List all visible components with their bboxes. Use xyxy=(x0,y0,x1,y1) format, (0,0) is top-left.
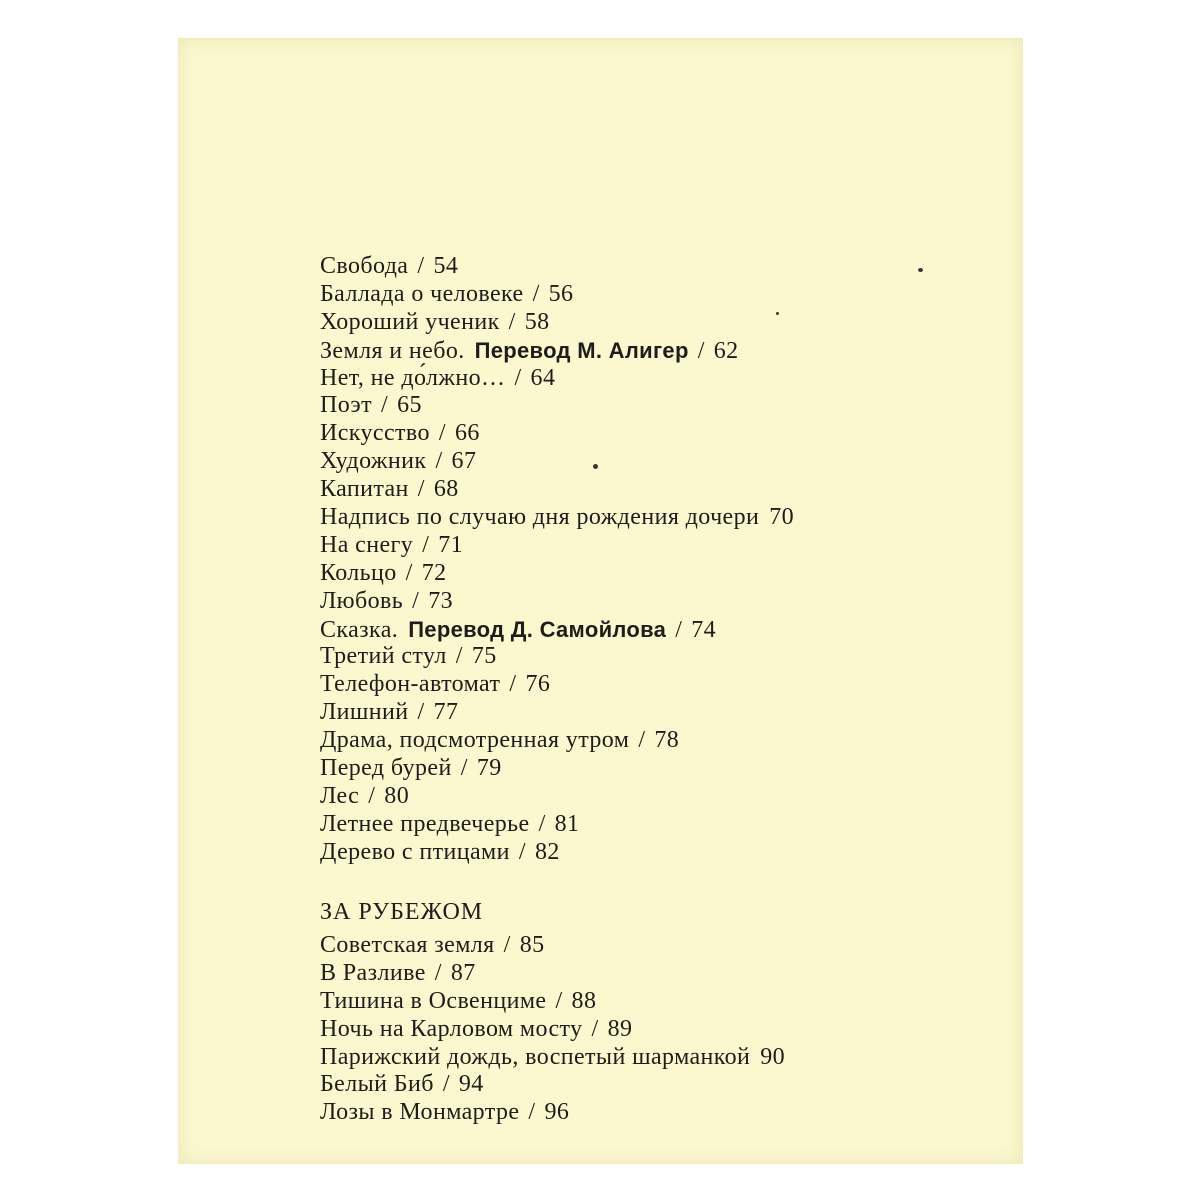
entry-title: В Разливе xyxy=(320,959,426,986)
entry-page-number: 75 xyxy=(471,643,497,670)
entry-title: Тишина в Освенциме xyxy=(320,987,547,1014)
entry-title: Капитан xyxy=(320,476,409,503)
entry-separator: / xyxy=(518,838,526,865)
toc-entry xyxy=(320,960,785,988)
entry-title: На снегу xyxy=(320,531,414,558)
entry-separator: / xyxy=(442,1071,450,1098)
entry-page-number: 76 xyxy=(525,671,551,698)
entry-separator: / xyxy=(528,1099,536,1126)
entry-title: Искусство xyxy=(320,420,430,447)
entry-separator: / xyxy=(417,699,425,726)
entry-separator: / xyxy=(422,531,430,558)
paper-speck xyxy=(918,268,923,272)
entry-page-number: 90 xyxy=(760,1043,786,1070)
entry-title: Ночь на Карловом мосту xyxy=(320,1015,583,1042)
toc-entry xyxy=(320,1016,785,1044)
toc-entry xyxy=(320,281,794,309)
toc-entry xyxy=(320,392,794,420)
toc-entry xyxy=(320,532,794,560)
entry-title: Телефон-автомат xyxy=(320,671,501,698)
toc-entry xyxy=(320,932,785,960)
entry-separator: / xyxy=(555,987,563,1014)
entry-page-number: 65 xyxy=(397,392,422,419)
entry-title: Перед бурей xyxy=(320,755,452,782)
entry-page-number: 77 xyxy=(433,699,459,726)
entry-page-number: 74 xyxy=(691,616,717,643)
section-title: ЗА РУБЕЖОМ xyxy=(320,899,484,925)
entry-separator: / xyxy=(460,755,468,782)
entry-translator: Перевод Д. Самойлова xyxy=(408,616,667,642)
entry-separator: / xyxy=(455,643,463,670)
entry-page-number: 82 xyxy=(534,838,560,865)
entry-separator: / xyxy=(434,959,442,986)
entry-page-number: 64 xyxy=(530,364,556,391)
entry-title: Драма, подсмотренная утром xyxy=(320,727,630,754)
entry-page-number: 68 xyxy=(433,476,459,503)
entry-title: Лес xyxy=(320,782,360,809)
toc-entry xyxy=(320,671,794,699)
entry-page-number: 79 xyxy=(476,755,502,782)
entry-title: Земля и небо. xyxy=(320,337,465,364)
toc-entry xyxy=(320,839,794,867)
section-contents-list xyxy=(320,932,785,1127)
entry-page-number: 81 xyxy=(554,810,580,837)
entry-separator: / xyxy=(514,364,522,391)
toc-entry xyxy=(320,783,794,811)
entry-separator: / xyxy=(591,1015,599,1042)
toc-entry xyxy=(320,988,785,1016)
toc-entry xyxy=(320,727,794,755)
entry-title: Поэт xyxy=(320,392,373,419)
toc-entry xyxy=(320,504,794,532)
entry-title: Лишний xyxy=(320,699,409,726)
entry-separator: / xyxy=(697,337,705,364)
entry-separator: / xyxy=(538,810,546,837)
entry-separator: / xyxy=(435,448,443,475)
toc-entry xyxy=(320,420,794,448)
toc-entry xyxy=(320,476,794,504)
entry-separator: / xyxy=(417,253,425,279)
entry-separator: / xyxy=(368,782,376,809)
entry-title: Надпись по случаю дня рождения дочери xyxy=(320,504,760,531)
entry-page-number: 56 xyxy=(548,280,574,307)
entry-page-number: 96 xyxy=(544,1099,570,1126)
entry-title: Нет, не до́лжно… xyxy=(320,364,506,391)
toc-entry xyxy=(320,448,794,476)
entry-title: Лозы в Монмартре xyxy=(320,1099,520,1126)
entry-page-number: 94 xyxy=(458,1071,484,1098)
entry-title: Художник xyxy=(320,448,427,475)
entry-page-number: 89 xyxy=(607,1015,633,1042)
entry-page-number: 80 xyxy=(384,782,410,809)
toc-entry xyxy=(320,337,794,365)
toc-entry xyxy=(320,253,794,281)
entry-separator: / xyxy=(532,280,540,307)
entry-separator: / xyxy=(405,559,413,586)
toc-entry xyxy=(320,811,794,839)
entry-separator: / xyxy=(417,476,425,503)
entry-title: Летнее предвечерье xyxy=(320,810,530,837)
entry-page-number: 62 xyxy=(713,337,739,364)
entry-title: Белый Биб xyxy=(320,1071,434,1098)
entry-title: Кольцо xyxy=(320,559,397,586)
entry-title: Советская земля xyxy=(320,932,495,958)
entry-title: Баллада о человеке xyxy=(320,280,524,307)
entry-page-number: 88 xyxy=(571,987,597,1014)
toc-entry xyxy=(320,616,794,644)
entry-separator: / xyxy=(675,616,683,643)
entry-page-number: 70 xyxy=(769,504,795,531)
entry-separator: / xyxy=(508,308,516,335)
entry-separator: / xyxy=(638,727,646,754)
entry-page-number: 67 xyxy=(451,448,477,475)
entry-translator: Перевод М. Алигер xyxy=(474,337,689,363)
contents-list xyxy=(320,253,794,867)
entry-page-number: 58 xyxy=(524,308,550,335)
toc-entry xyxy=(320,588,794,616)
entry-page-number: 66 xyxy=(454,420,480,447)
toc-entry xyxy=(320,1099,785,1127)
entry-separator: / xyxy=(509,671,517,698)
entry-title: Дерево с птицами xyxy=(320,838,510,865)
toc-entry xyxy=(320,699,794,727)
entry-title: Третий стул xyxy=(320,643,447,670)
entry-title: Любовь xyxy=(320,587,404,614)
entry-page-number: 72 xyxy=(421,559,447,586)
toc-entry xyxy=(320,309,794,337)
entry-separator: / xyxy=(412,587,420,614)
toc-entry xyxy=(320,1071,785,1099)
entry-page-number: 87 xyxy=(450,959,476,986)
entry-title: Свобода xyxy=(320,253,409,279)
toc-entry xyxy=(320,643,794,671)
entry-title: Сказка. xyxy=(320,616,399,643)
toc-entry xyxy=(320,1044,785,1072)
entry-page-number: 78 xyxy=(654,727,680,754)
entry-page-number: 73 xyxy=(428,587,453,614)
entry-separator: / xyxy=(503,932,511,958)
entry-title: Хороший ученик xyxy=(320,308,500,335)
entry-separator: / xyxy=(438,420,446,447)
entry-page-number: 54 xyxy=(433,253,459,279)
entry-separator: / xyxy=(381,392,389,419)
toc-entry xyxy=(320,755,794,783)
entry-page-number: 71 xyxy=(438,531,464,558)
entry-title: Парижский дождь, воспетый шарманкой xyxy=(320,1043,751,1070)
toc-entry xyxy=(320,560,794,588)
toc-entry xyxy=(320,365,794,393)
entry-page-number: 85 xyxy=(519,932,545,958)
